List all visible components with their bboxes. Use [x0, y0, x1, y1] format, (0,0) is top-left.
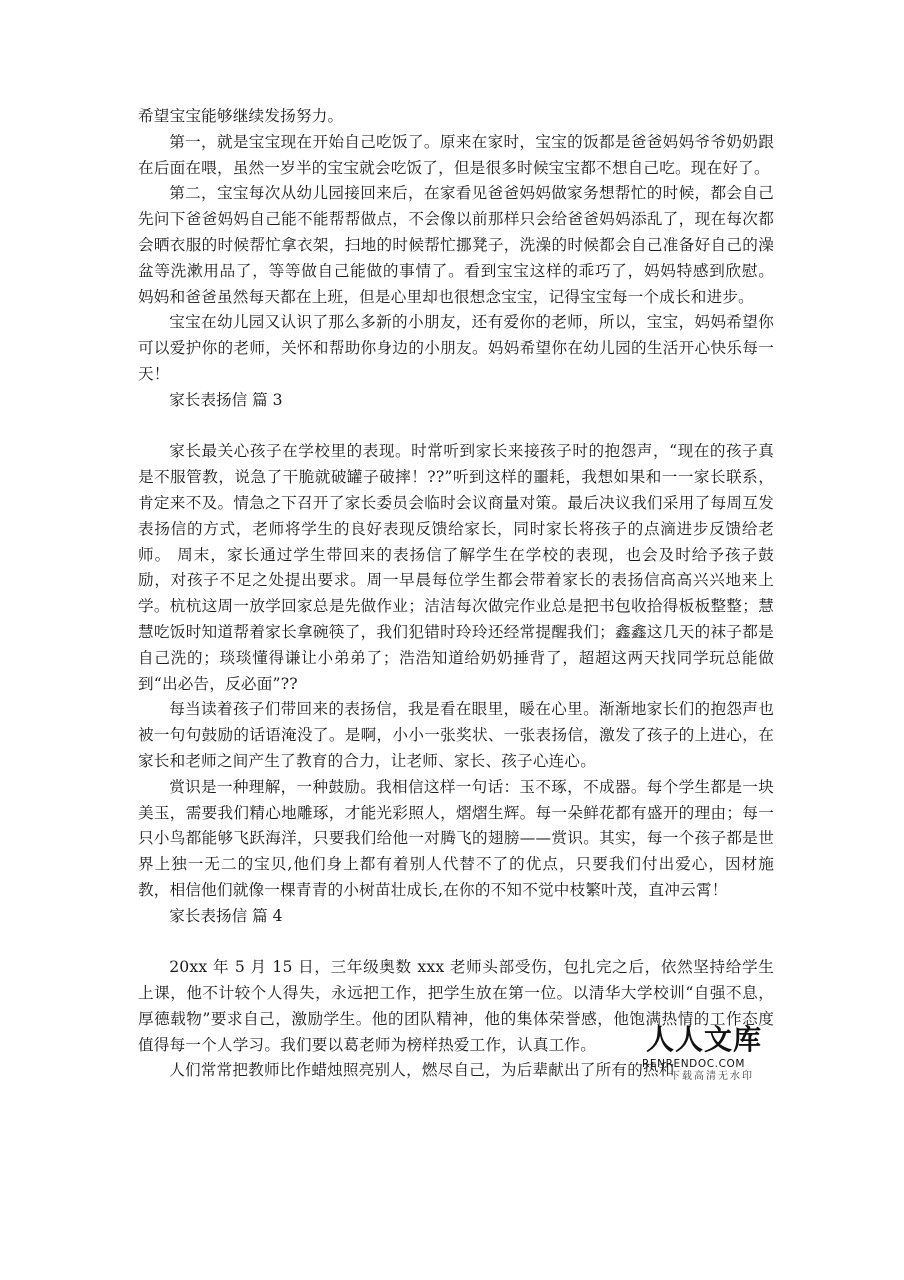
watermark-title: 人人文库 [646, 1023, 763, 1056]
watermark-subtitle: 下载高清无水印 [670, 1071, 754, 1082]
blank-line [138, 414, 774, 440]
paragraph: 家长最关心孩子在学校里的表现。时常听到家长来接孩子时的抱怨声，“现在的孩子真是不服管教，说急了干脆就破罐子破摔！??”听到这样的噩耗，我想如果和一一家长联系，肯定来不及。情急之下召开了家长委员会临时会议商量对策。最后决议我们采用了每周互发表扬信的方式，老师将学生的良好表现反馈给家长，同时家长将孩子的点滴进步反馈给老师。 周末，家长通过学生带回来的表扬信了解学生在学校的表现，也会及时给予孩子鼓励，对孩子不足之处提出要求。周一早晨每位学生都会带着家长的表扬信高高兴兴地来上学。杭杭这周一放学回家总是先做作业；洁洁每次做完作业总是把书包收拾得板板整整；慧慧吃饭时知道帮着家长拿碗筷了，我们犯错时玲玲还经常提醒我们；鑫鑫这几天的袜子都是自己洗的；琰琰懂得谦让小弟弟了；浩浩知道给奶奶捶背了，超超这两天找同学玩总能做到“出必告，反必面”?? [138, 442, 774, 693]
section-heading: 家长表扬信 篇 3 [169, 390, 283, 409]
paragraph: 每当读着孩子们带回来的表扬信，我是看在眼里，暖在心里。渐渐地家长们的抱怨声也被一句句鼓励的话语淹没了。是啊，小小一张奖状、一张表扬信，激发了孩子的上进心，在家长和老师之间产生了教育的合力，让老师、家长、孩子心连心。 [138, 700, 774, 770]
paragraph: 第一，就是宝宝现在开始自己吃饭了。原来在家时，宝宝的饭都是爸爸妈妈爷爷奶奶跟在后面在喂，虽然一岁半的宝宝就会吃饭了，但是很多时候宝宝都不想自己吃。现在好了。 [138, 132, 774, 177]
paragraph: 赏识是一种理解，一种鼓励。我相信这样一句话：玉不琢，不成器。每个学生都是一块美玉，需要我们精心地雕琢，才能光彩照人，熠熠生辉。每一朵鲜花都有盛开的理由；每一只小鸟都能够飞跃海洋，只要我们给他一对腾飞的翅膀——赏识。其实，每一个孩子都是世界上独一无二的宝贝,他们身上都有着别人代替不了的优点，只要我们付出爱心，因材施教，相信他们就像一棵青青的小树苗壮成长,在你的不知不觉中枝繁叶茂，直冲云霄！ [138, 777, 774, 899]
paragraph: 希望宝宝能够继续发扬努力。 [138, 107, 344, 125]
paragraph: 第二，宝宝每次从幼儿园接回来后，在家看见爸爸妈妈做家务想帮忙的时候，都会自己先问下爸爸妈妈自己能不能帮帮做点，不会像以前那样只会给爸爸妈妈添乱了，现在每次都会晒衣服的时候帮忙拿衣架，扫地的时候帮忙挪凳子，洗澡的时候都会自己准备好自己的澡盆等洗漱用品了，等等做自己能做的事情了。看到宝宝这样的乖巧了，妈妈特感到欣慰。 妈妈和爸爸虽然每天都在上班，但是心里却也很想念宝宝，记得宝宝每一个成长和进步。 [138, 184, 774, 306]
section-heading: 家长表扬信 篇 4 [169, 906, 283, 925]
paragraph: 20xx 年 5 月 15 日，三年级奥数 xxx 老师头部受伤，包扎完之后，依然坚持给学生上课，他不计较个人得失，永远把工作，把学生放在第一位。以清华大学校训“自强不息，厚德载物”要求自己，激励学生。他的团队精神，他的集体荣誉感，他饱满热情的工作态度值得每一个人学习。我们要以葛老师为榜样热爱工作，认真工作。 [138, 958, 774, 1054]
paragraph: 人们常常把教师比作蜡烛照亮别人，燃尽自己，为后辈献出了所有的热和 [169, 1061, 675, 1080]
blank-line [138, 930, 774, 956]
document-body [138, 104, 774, 1084]
paragraph: 宝宝在幼儿园又认识了那么多新的小朋友，还有爱你的老师，所以，宝宝，妈妈希望你可以爱护你的老师，关怀和帮助你身边的小朋友。妈妈希望你在幼儿园的生活开心快乐每一天！ [138, 313, 774, 383]
watermark-url: RENRENDOC.COM [642, 1058, 746, 1070]
